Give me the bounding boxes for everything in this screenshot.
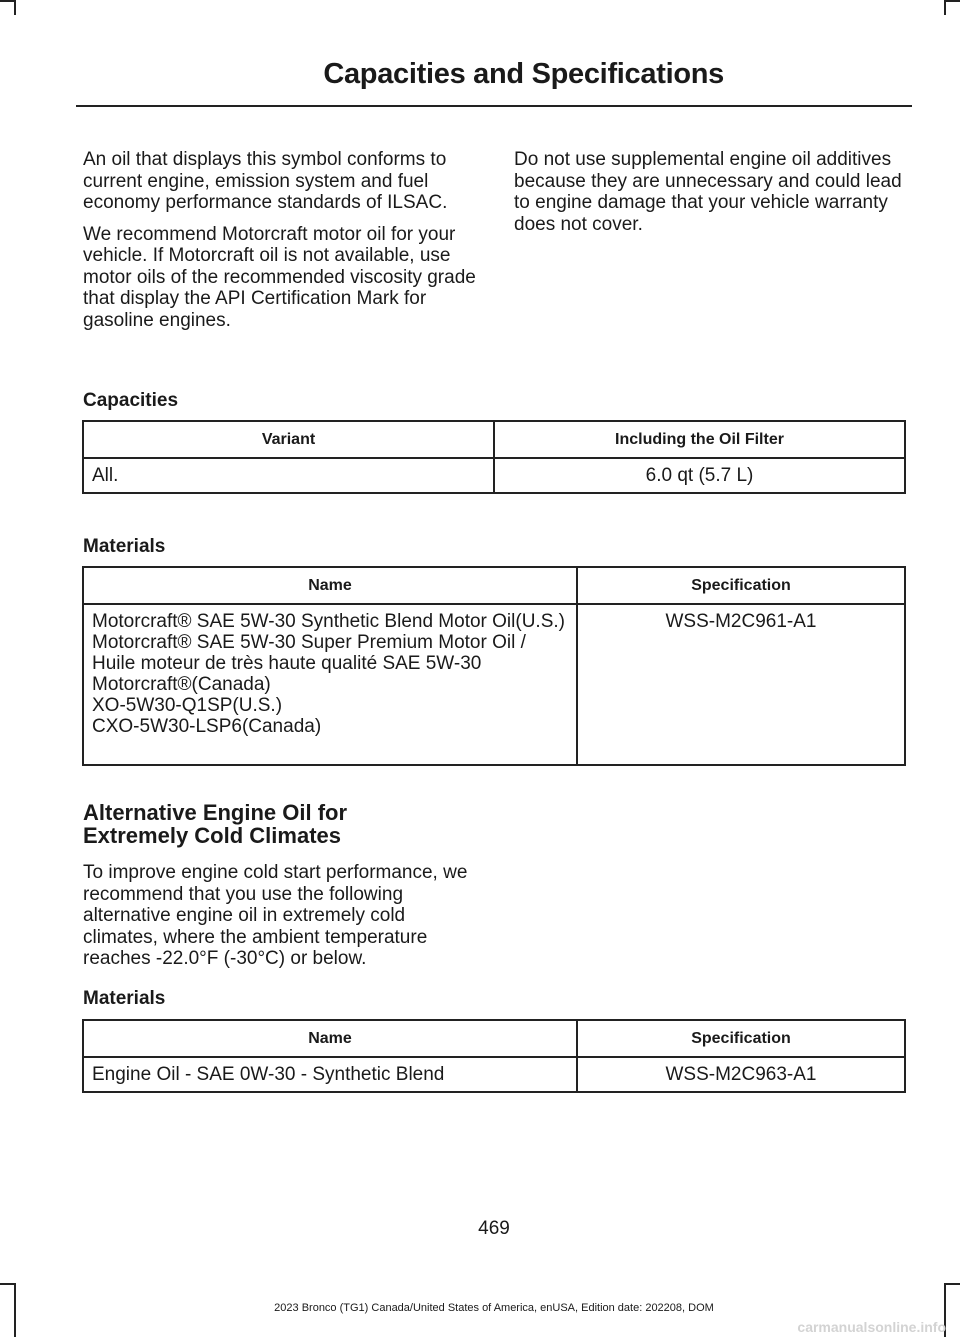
column-header: Specification — [577, 567, 905, 604]
column-header: Specification — [577, 1020, 905, 1057]
column-header: Including the Oil Filter — [494, 421, 905, 458]
section-heading: Alternative Engine Oil for Extremely Cold Climates — [83, 800, 348, 848]
crop-mark — [945, 1283, 960, 1285]
section-paragraph: To improve engine cold start performance, we recommend that you use the following alternative engine oil in extremely cold climates, where the ambient temperature reaches -22.0°F (-30°C) or below. — [83, 862, 468, 969]
materials-table — [82, 1019, 906, 1093]
page-title: Capacities and Specifications — [323, 58, 724, 90]
crop-mark — [944, 0, 946, 15]
capacity-cell: 6.0 qt (5.7 L) — [494, 458, 905, 493]
crop-mark — [0, 1283, 15, 1285]
specification-cell: WSS-M2C963-A1 — [577, 1057, 905, 1092]
material-name-cell: Motorcraft® SAE 5W-30 Synthetic Blend Motor Oil(U.S.) Motorcraft® SAE 5W-30 Super Premium Motor Oil / Huile moteur de très haute qualité SAE 5W-30 Motorcraft®(Canada) XO-5W30-Q1SP(U.S.) CXO-5W30-LSP6(Canada) — [83, 604, 577, 765]
column-header: Name — [83, 567, 577, 604]
column-header: Variant — [83, 421, 494, 458]
header-divider — [76, 105, 912, 107]
table-header-row — [83, 1020, 905, 1057]
intro-left-column — [83, 149, 478, 341]
footer-edition-info: 2023 Bronco (TG1) Canada/United States of America, enUSA, Edition date: 202208, DOM — [274, 1302, 714, 1314]
table-row — [83, 1057, 905, 1092]
capacities-heading: Capacities — [83, 390, 179, 411]
crop-mark — [14, 0, 16, 15]
table-row — [83, 604, 905, 765]
intro-right-column — [514, 149, 914, 245]
variant-cell: All. — [83, 458, 494, 493]
specification-cell: WSS-M2C961-A1 — [577, 604, 905, 765]
intro-paragraph: Do not use supplemental engine oil additives because they are unnecessary and could lead to engine damage that your vehicle warranty does not cover. — [514, 149, 902, 235]
intro-paragraph: An oil that displays this symbol conforms to current engine, emission system and fuel economy performance standards of ILSAC. — [83, 149, 448, 213]
page-number: 469 — [478, 1218, 510, 1239]
crop-mark — [945, 0, 960, 2]
table-row — [83, 458, 905, 493]
intro-paragraph: We recommend Motorcraft motor oil for your vehicle. If Motorcraft oil is not available, use motor oils of the recommended viscosity grade that display the API Certification Mark for gasoline engines. — [83, 223, 476, 331]
materials-heading: Materials — [83, 536, 166, 557]
table-header-row — [83, 567, 905, 604]
capacities-table — [82, 420, 906, 494]
crop-mark — [0, 0, 15, 2]
column-header: Name — [83, 1020, 577, 1057]
watermark: carmanualsonline.info — [797, 1319, 946, 1335]
materials-table — [82, 566, 906, 766]
materials-heading: Materials — [83, 988, 166, 1009]
table-header-row — [83, 421, 905, 458]
material-name-cell: Engine Oil - SAE 0W-30 - Synthetic Blend — [83, 1057, 577, 1092]
